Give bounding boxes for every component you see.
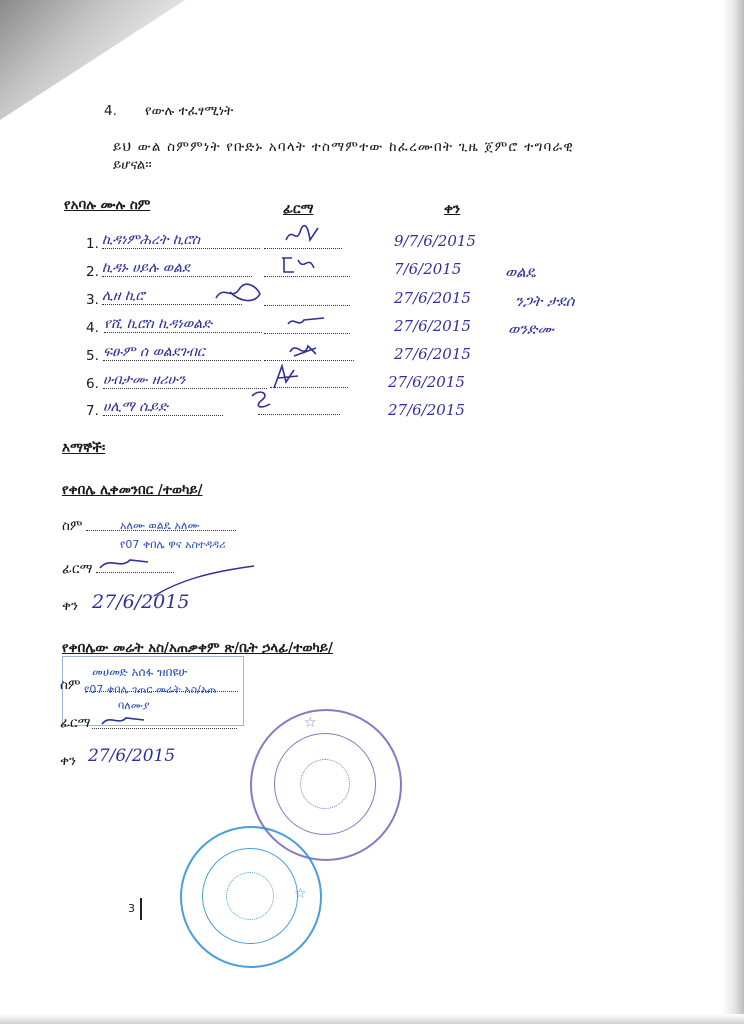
seal-emblem [226, 872, 274, 920]
member-name: ኪዳነምሕረት ኪሮስ [102, 232, 260, 249]
handwritten-signature [246, 386, 276, 412]
member-date: 27/6/2015 [388, 373, 465, 391]
kebele-stamp-title: የ07 ቀበሌ ዋና አስተዳዳሪ [120, 538, 226, 551]
land-office-stamp-role: ባለሙያ [118, 699, 150, 712]
header-signature: ፊርማ [283, 201, 314, 217]
header-date: ቀን [444, 201, 461, 217]
land-office-stamp-title: የ07 ቀበሌ ገጠር መሬት አስ/አጠ [84, 683, 217, 696]
kebele-date-label: ቀን [62, 598, 79, 614]
member-number: 4. [86, 320, 99, 336]
section-title: የውሉ ተፈፃሚነት [145, 103, 234, 119]
kebele-name-label: ስም [62, 518, 83, 534]
handwritten-signature [278, 252, 318, 278]
handwritten-signature [210, 278, 266, 308]
member-number: 1. [86, 236, 99, 252]
kebele-sign-label: ፊርማ [62, 561, 93, 577]
land-office-stamp-name: መሀመድ አሰፋ ዝበዩሁ [92, 665, 188, 679]
seal-star-icon: ☆ [294, 886, 307, 902]
page-margin-mark [140, 898, 142, 920]
paragraph-line-1: ይህ ውል ስምምነት የቡድኑ አባላት ተስማምተው ከፈረሙበት ጊዜ ጀምሮ ተግባራዊ [113, 139, 574, 155]
section-number: 4. [104, 103, 117, 119]
kebele-date-value: 27/6/2015 [92, 591, 190, 613]
member-extra-note: ወንድሙ [508, 320, 554, 338]
member-date: 27/6/2015 [394, 317, 471, 335]
scan-shadow-corner [0, 0, 185, 120]
scan-shadow-right [722, 0, 744, 1024]
member-name: ሀሊማ ሴይድ [103, 399, 223, 416]
seal-star-icon: ☆ [304, 715, 317, 731]
seal-emblem [300, 759, 350, 809]
land-office-date-label: ቀን [60, 753, 77, 769]
land-office-heading: የቀበሌው መሬት አስ/አጠቃቀም ጽ/ቤት ኃላፊ/ተወካይ/ [62, 640, 333, 656]
land-office-handwritten-signature [98, 710, 148, 730]
member-extra-note: ንጋት ታደሰ [515, 292, 575, 310]
member-number: 2. [86, 264, 99, 280]
member-name: ሊዘ ኪሮ [102, 288, 242, 305]
member-date: 27/6/2015 [388, 401, 465, 419]
member-extra-note: ወልዴ [505, 263, 536, 281]
kebele-chair-heading: የቀበሌ ሊቀመንበር /ተወካይ/ [62, 482, 203, 498]
member-name: የሺ ኪሮስ ኪዳነወልድ [104, 316, 262, 333]
member-name: ኪዳኑ ሀይሉ ወልደ [102, 260, 252, 277]
member-date: 9/7/6/2015 [394, 232, 476, 250]
handwritten-signature [282, 222, 322, 248]
signature-line [264, 333, 350, 334]
paragraph-line-2: ይሆናል፡፡ [113, 157, 152, 173]
member-date: 27/6/2015 [394, 345, 471, 363]
header-full-name: የአባሉ ሙሉ ስም [64, 197, 151, 213]
handwritten-signature [284, 312, 334, 332]
member-number: 5. [86, 348, 99, 364]
land-office-sign-label: ፊርማ [60, 715, 91, 731]
scan-shadow-bottom [0, 1014, 744, 1024]
member-name: ፍፁም ሰ ወልደገብር [103, 344, 261, 361]
land-office-date-value: 27/6/2015 [88, 746, 176, 766]
witnesses-heading: እማኞች፡ [62, 440, 106, 456]
land-office-name-label: ስም [60, 677, 81, 693]
signature-line [258, 414, 340, 415]
member-date: 7/6/2015 [394, 260, 462, 278]
kebele-stamp-name: አለሙ ወልዴ አለሙ [120, 519, 200, 532]
land-office-seal [180, 826, 322, 968]
member-number: 7. [86, 403, 99, 419]
handwritten-signature [286, 338, 322, 362]
signature-line [264, 305, 350, 306]
signature-line [264, 248, 342, 249]
member-name: ሀብታሙ ዘሪሁን [103, 372, 267, 389]
member-date: 27/6/2015 [394, 289, 471, 307]
member-number: 3. [86, 292, 99, 308]
member-number: 6. [86, 376, 99, 392]
page-number: 3 [128, 902, 135, 915]
kebele-handwritten-signature [96, 552, 156, 574]
